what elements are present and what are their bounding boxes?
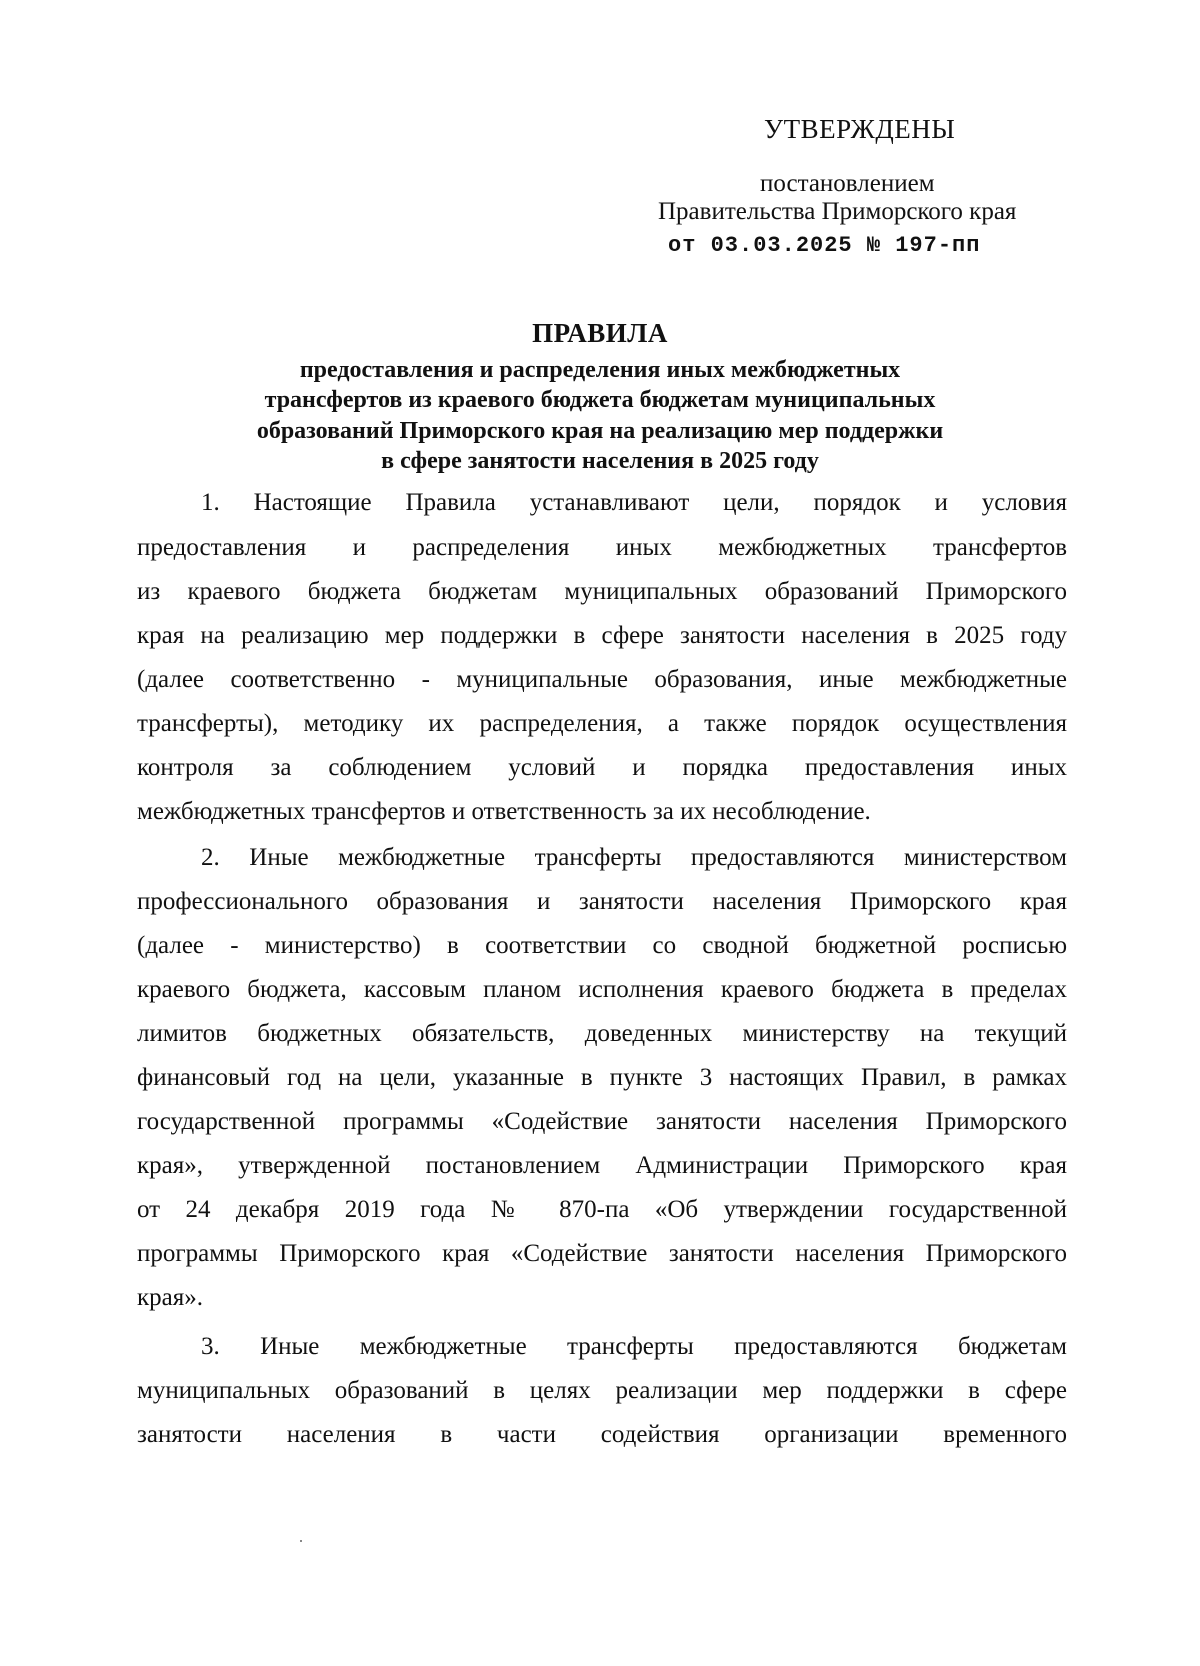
paragraph-2-line: (далее - министерство) в соответствии со сводной бюджетной росписью [137, 932, 1067, 959]
paragraph-2-line: финансовый год на цели, указанные в пункте 3 настоящих Правил, в рамках [137, 1064, 1067, 1091]
scan-speck [300, 1540, 302, 1542]
paragraph-1-line: края на реализацию мер поддержки в сфере занятости населения в 2025 году [137, 622, 1067, 649]
paragraph-1-line: трансферты), методику их распределения, а также порядок осуществления [137, 710, 1067, 737]
document-subtitle-line: образований Приморского края на реализацию мер поддержки [256, 418, 944, 444]
paragraph-1-line: (далее соответственно - муниципальные образования, иные межбюджетные [137, 666, 1067, 693]
paragraph-1-line: из краевого бюджета бюджетам муниципальных образований Приморского [137, 578, 1067, 605]
paragraph-2-line: программы Приморского края «Содействие занятости населения Приморского [137, 1240, 1067, 1267]
paragraph-3-line: 3. Иные межбюджетные трансферты предоставляются бюджетам [201, 1333, 1067, 1360]
approval-date-number-stamp: от 03.03.2025 № 197-пп [668, 233, 981, 258]
document-subtitle-line: предоставления и распределения иных межбюджетных [299, 357, 901, 383]
paragraph-2-line: края», утвержденной постановлением Администрации Приморского края [137, 1152, 1067, 1179]
paragraph-1-line: контроля за соблюдением условий и порядка предоставления иных [137, 754, 1067, 781]
approval-resolution-label: постановлением [760, 170, 935, 197]
paragraph-2-line: края». [137, 1284, 203, 1311]
approval-authority: Правительства Приморского края [658, 198, 1017, 225]
approval-title: УТВЕРЖДЕНЫ [764, 114, 956, 144]
paragraph-2-line: краевого бюджета, кассовым планом исполнения краевого бюджета в пределах [137, 976, 1067, 1003]
paragraph-2-line: лимитов бюджетных обязательств, доведенных министерству на текущий [137, 1020, 1067, 1047]
paragraph-3-line: занятости населения в части содействия организации временного [137, 1421, 1067, 1448]
paragraph-3-line: муниципальных образований в целях реализации мер поддержки в сфере [137, 1377, 1067, 1404]
paragraph-2-line: 2. Иные межбюджетные трансферты предоставляются министерством [201, 844, 1067, 871]
document-title: ПРАВИЛА [532, 318, 668, 348]
paragraph-1-line: предоставления и распределения иных межбюджетных трансфертов [137, 534, 1067, 561]
paragraph-2-line: профессионального образования и занятости населения Приморского края [137, 888, 1067, 915]
document-subtitle-line: в сфере занятости населения в 2025 году [381, 448, 819, 474]
paragraph-1-line: межбюджетных трансфертов и ответственность за их несоблюдение. [137, 798, 871, 825]
paragraph-2-line: государственной программы «Содействие занятости населения Приморского [137, 1108, 1067, 1135]
paragraph-2-line: от 24 декабря 2019 года № 870-па «Об утверждении государственной [137, 1196, 1067, 1223]
document-subtitle-line: трансфертов из краевого бюджета бюджетам муниципальных [264, 387, 936, 413]
paragraph-1-line: 1. Настоящие Правила устанавливают цели, порядок и условия [201, 489, 1067, 516]
